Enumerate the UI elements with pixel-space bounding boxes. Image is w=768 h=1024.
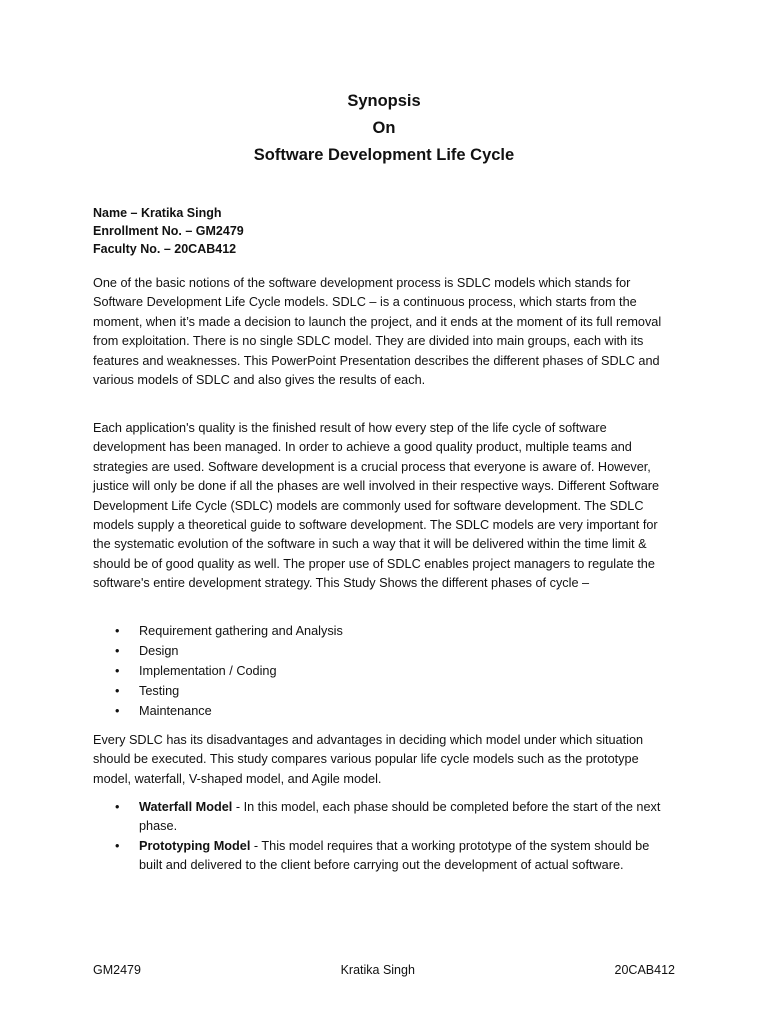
title-synopsis: Synopsis xyxy=(347,92,421,110)
bullet-icon: • xyxy=(115,644,120,658)
bullet-icon: • xyxy=(115,800,120,814)
list-item xyxy=(93,621,675,641)
title-topic: Software Development Life Cycle xyxy=(253,146,515,164)
list-item xyxy=(93,681,675,701)
enrollment-number: Enrollment No. – GM2479 xyxy=(93,224,244,238)
list-item xyxy=(93,701,675,721)
footer-faculty: 20CAB412 xyxy=(614,963,675,977)
comparison-paragraph: Every SDLC has its disadvantages and advantages in deciding which model under which situation should be executed. This study compares various popular life cycle models such as the prototype model, waterfall, V-shaped model, and Agile model. xyxy=(93,733,644,786)
title-on: On xyxy=(372,119,396,137)
phase-label: Requirement gathering and Analysis xyxy=(139,624,343,638)
bullet-icon: • xyxy=(115,624,120,638)
phase-list xyxy=(93,621,675,721)
student-info xyxy=(93,204,244,258)
list-item xyxy=(93,837,675,876)
phase-label: Testing xyxy=(139,684,180,698)
title-block xyxy=(0,88,768,169)
student-name: Name – Kratika Singh xyxy=(93,206,222,220)
model-list xyxy=(93,798,675,876)
phase-label: Design xyxy=(139,644,179,658)
list-item xyxy=(93,798,675,837)
phase-label: Maintenance xyxy=(139,704,212,718)
bullet-icon: • xyxy=(115,684,120,698)
model-name: Prototyping Model xyxy=(139,838,251,853)
model-description: - In this model, each phase should be completed before the start of the next phase. xyxy=(139,800,661,834)
list-item xyxy=(93,661,675,681)
model-description: - This model requires that a working prototype of the system should be built and delivered to the client before carrying out the development of actual software. xyxy=(139,838,650,873)
model-name: Waterfall Model xyxy=(139,800,233,814)
quality-paragraph: Each application's quality is the finished result of how every step of the life cycle of software development has been managed. In order to achieve a good quality product, multiple teams and strategies are used. Software development is a crucial process that everyone is aware of. However, justice will only be done if all the phases are well involved in their respective ways. Different Software Development Life Cycle (SDLC) models are commonly used for software development. The SDLC models supply a theoretical guide to software development. The SDLC models are very important for the systematic evolution of the software in such a way that it will be delivered within the time limit & should be of good quality as well. The proper use of SDLC enables project managers to regulate the software's entire development strategy. This Study Shows the different phases of cycle – xyxy=(93,421,660,591)
page-footer xyxy=(93,963,675,977)
list-item xyxy=(93,641,675,661)
phase-label: Implementation / Coding xyxy=(139,664,277,678)
bullet-icon: • xyxy=(115,704,120,718)
bullet-icon: • xyxy=(115,838,120,853)
faculty-number: Faculty No. – 20CAB412 xyxy=(93,242,237,256)
footer-enrollment: GM2479 xyxy=(93,963,141,977)
intro-paragraph: One of the basic notions of the software development process is SDLC models which stands for Software Development Life Cycle models. SDLC – is a continuous process, which starts from the moment, when it’s made a decision to launch the project, and it ends at the moment of its full removal from exploitation. There is no single SDLC model. They are divided into main groups, each with its features and weaknesses. This PowerPoint Presentation describes the different phases of SDLC and various models of SDLC and also gives the results of each. xyxy=(93,276,662,388)
bullet-icon: • xyxy=(115,664,120,678)
footer-author: Kratika Singh xyxy=(340,963,415,977)
